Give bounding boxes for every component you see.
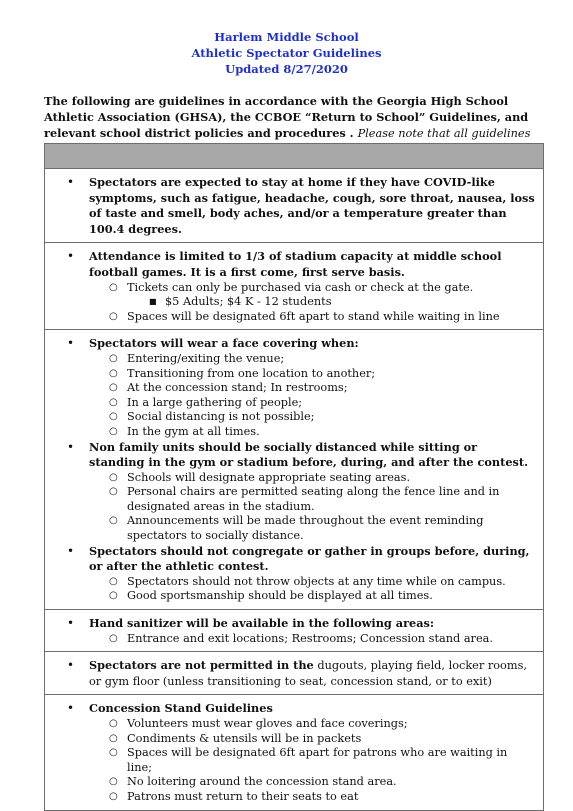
guideline-bold-text: Concession Stand Guidelines [89, 701, 273, 716]
guideline-text [89, 701, 273, 715]
sub-guideline-text: In a large gathering of people; [127, 395, 303, 409]
circle-bullet-icon: ○ [109, 776, 118, 788]
sub-guideline-item [89, 381, 535, 396]
circle-bullet-icon: ○ [109, 367, 118, 379]
guideline-bold-text: Spectators are not permitted in the [89, 658, 314, 673]
sub-guideline-item [89, 367, 535, 382]
bullet-icon: • [67, 658, 75, 673]
guideline-bold-text: Attendance is limited to 1/3 of stadium capacity at middle school football games. It is a first come, first serve basis. [89, 249, 502, 279]
circle-bullet-icon: ○ [109, 281, 118, 293]
guideline-section-cell [45, 243, 544, 330]
sub-guideline-text: Volunteers must wear gloves and face coverings; [127, 717, 408, 730]
sub-guideline-text: Entrance and exit locations; Restrooms; Concession stand area. [127, 631, 493, 645]
circle-bullet-icon: ○ [109, 471, 118, 483]
table-header-row [45, 144, 544, 169]
circle-bullet-icon: ○ [109, 382, 118, 394]
document-header [0, 29, 573, 77]
sub-guideline-item [89, 352, 535, 367]
circle-bullet-icon: ○ [109, 515, 118, 527]
circle-bullet-icon: ○ [109, 790, 118, 802]
guideline-item [65, 544, 535, 604]
intro-text: The following are guidelines in accordance with the Georgia High School Athletic Association (GHSA), the CCBOE “Return to School” Guidelines, and relevant school district policies and procedures . [44, 94, 529, 140]
sub-guideline-item [89, 632, 535, 647]
circle-bullet-icon: ○ [109, 590, 118, 602]
bullet-icon: • [67, 249, 75, 264]
sub-guideline-list [89, 632, 535, 647]
table-header-cell [45, 144, 544, 169]
guideline-bold-text: Spectators are expected to stay at home if they have COVID-like symptoms, such as fatigue, headache, cough, sore throat, nausea, loss of taste and smell, body aches, and/or a temperature greater than 100.4 degrees. [89, 175, 535, 236]
guideline-list [65, 249, 535, 324]
sub-guideline-list [89, 717, 535, 805]
sub-guideline-item [89, 717, 535, 732]
circle-bullet-icon: ○ [109, 747, 118, 759]
sub-guideline-item [89, 775, 535, 790]
guideline-list [65, 658, 535, 689]
guideline-section-cell [45, 610, 544, 652]
sub-guideline-item [89, 732, 535, 747]
sub-guideline-list [89, 281, 535, 325]
sub-guideline-item [89, 471, 535, 486]
sub-guideline-item [89, 514, 535, 543]
bullet-icon: • [67, 336, 75, 351]
guideline-item [65, 440, 535, 544]
sub-guideline-text: Good sportsmanship should be displayed at all times. [127, 589, 433, 603]
bullet-icon: • [67, 175, 75, 189]
sub-guideline-text: Patrons must return to their seats to eat [127, 789, 359, 803]
square-bullet-icon: ■ [149, 297, 157, 307]
sub-guideline-text: Schools will designate appropriate seating areas. [127, 470, 411, 484]
sub-guideline-text: In the gym at all times. [127, 424, 260, 438]
detail-item [127, 295, 535, 310]
sub-guideline-text: No loitering around the concession stand area. [127, 775, 397, 789]
sub-guideline-item [89, 790, 535, 805]
updated-date: Updated 8/27/2020 [225, 62, 348, 76]
bullet-icon: • [67, 701, 75, 716]
guideline-section-row [45, 243, 544, 330]
sub-guideline-text: Entering/exiting the venue; [127, 351, 285, 365]
sub-guideline-text: Condiments & utensils will be in packets [127, 731, 362, 745]
sub-guideline-text: Social distancing is not possible; [127, 410, 315, 424]
guideline-section-content [45, 243, 543, 329]
guideline-section-row [45, 652, 544, 695]
guideline-section-content [45, 330, 543, 609]
detail-text: $5 Adults; $4 K - 12 students [165, 295, 332, 309]
sub-guideline-item [89, 425, 535, 440]
circle-bullet-icon: ○ [109, 411, 118, 423]
circle-bullet-icon: ○ [109, 575, 118, 587]
guideline-text [89, 616, 434, 630]
guideline-list [65, 701, 535, 804]
guideline-item [65, 336, 535, 439]
sub-guideline-text: Spaces will be designated 6ft apart to stand while waiting in line [127, 309, 500, 323]
guideline-item [65, 616, 535, 646]
guideline-section-cell [45, 169, 544, 243]
guideline-item [65, 658, 535, 689]
sub-guideline-item [89, 485, 535, 514]
guideline-section-content [45, 610, 543, 651]
circle-bullet-icon: ○ [109, 396, 118, 408]
sub-guideline-item [89, 396, 535, 411]
guideline-item [65, 175, 535, 237]
sub-guideline-list [89, 352, 535, 440]
circle-bullet-icon: ○ [109, 718, 118, 729]
guideline-item [65, 701, 535, 804]
guideline-text [89, 544, 530, 574]
sub-guideline-text: Announcements will be made throughout the event reminding spectators to socially distance. [127, 514, 484, 543]
guideline-text [89, 336, 359, 350]
sub-guideline-item [89, 281, 535, 310]
document-title: Athletic Spectator Guidelines [191, 46, 382, 60]
guideline-list [65, 616, 535, 646]
bullet-icon: • [67, 439, 75, 454]
sub-guideline-text: Personal chairs are permitted seating along the fence line and in designated areas in the stadium. [127, 485, 500, 513]
circle-bullet-icon: ○ [109, 425, 118, 437]
guideline-bold-text: Non family units should be socially distanced while sitting or standing in the gym or stadium before, during, and after the contest. [89, 439, 529, 470]
sub-guideline-item [89, 746, 535, 775]
guideline-item [65, 249, 535, 324]
guidelines-table [44, 143, 544, 811]
school-name: Harlem Middle School [214, 30, 359, 44]
sub-guideline-list [89, 575, 535, 604]
guideline-section-row [45, 169, 544, 243]
guideline-section-row [45, 695, 544, 810]
sub-guideline-text: Spectators should not throw objects at any time while on campus. [127, 574, 506, 588]
detail-list [127, 295, 535, 310]
sub-guideline-text: Tickets can only be purchased via cash or check at the gate. [127, 280, 474, 294]
guideline-bold-text: Hand sanitizer will be available in the following areas: [89, 616, 435, 631]
circle-bullet-icon: ○ [109, 486, 118, 498]
bullet-icon: • [67, 543, 75, 558]
sub-guideline-text: At the concession stand; In restrooms; [127, 381, 348, 395]
guideline-section-cell [45, 695, 544, 810]
guideline-section-content [45, 695, 543, 809]
intro-note: Please note that all guidelines [357, 127, 531, 140]
circle-bullet-icon: ○ [109, 632, 118, 644]
sub-guideline-item [89, 410, 535, 425]
guideline-text [89, 440, 528, 470]
circle-bullet-icon: ○ [109, 732, 118, 744]
sub-guideline-item [89, 575, 535, 590]
guideline-list [65, 336, 535, 604]
guideline-section-cell [45, 652, 544, 695]
guideline-section-row [45, 330, 544, 610]
guideline-bold-text: Spectators should not congregate or gather in groups before, during, or after the athletic contest. [89, 543, 530, 574]
guideline-list [65, 175, 535, 237]
sub-guideline-text: Spaces will be designated 6ft apart for patrons who are waiting in line; [127, 746, 508, 774]
guideline-text [89, 249, 502, 279]
guideline-section-row [45, 610, 544, 652]
guideline-text [89, 175, 535, 236]
bullet-icon: • [67, 616, 75, 631]
sub-guideline-list [89, 471, 535, 544]
circle-bullet-icon: ○ [109, 352, 118, 364]
guideline-section-content [45, 652, 543, 694]
guideline-section-content [45, 169, 543, 242]
guideline-bold-text: Spectators will wear a face covering when: [89, 336, 359, 351]
sub-guideline-text: Transitioning from one location to another; [127, 366, 376, 380]
sub-guideline-item [89, 310, 535, 325]
guideline-section-cell [45, 330, 544, 610]
guideline-plain-text: dugouts, playing field, locker rooms, or gym floor (unless transitioning to seat, concession stand, or to exit) [89, 659, 527, 688]
sub-guideline-item [89, 589, 535, 604]
guideline-text [89, 658, 527, 688]
circle-bullet-icon: ○ [109, 310, 118, 322]
